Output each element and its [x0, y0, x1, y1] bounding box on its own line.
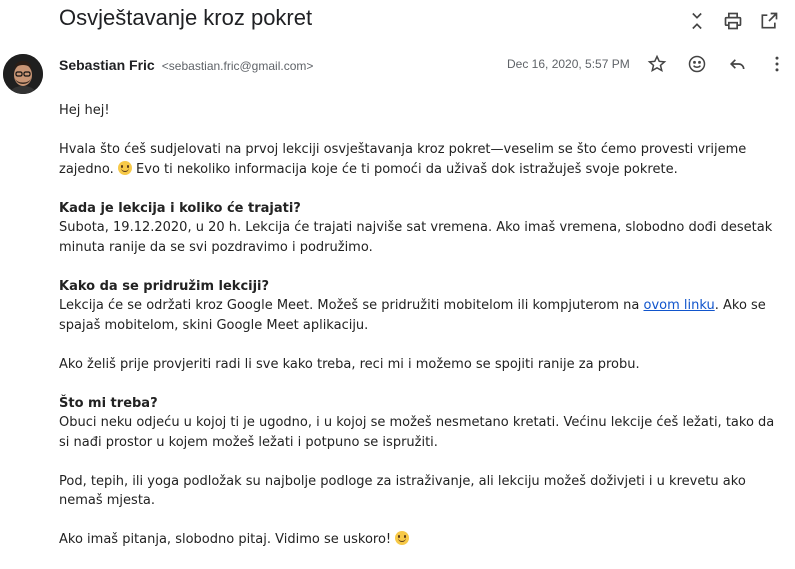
- section-heading: Kada je lekcija i koliko će trajati?: [59, 200, 301, 216]
- intro-text-1: Hvala što ćeš sudjelovati na prvoj lekciji osvještavanja kroz pokret—veselim se što ćemo provesti vrijeme zajedno.: [59, 142, 747, 177]
- avatar[interactable]: [3, 54, 43, 94]
- section-when: [59, 199, 787, 258]
- smiley-emoji-icon: [395, 531, 409, 545]
- email-date: Dec 16, 2020, 5:57 PM: [507, 57, 630, 71]
- closing-text: Ako imaš pitanja, slobodno pitaj. Vidimo se uskoro!: [59, 532, 392, 547]
- test-paragraph: Ako želiš prije provjeriti radi li sve kako treba, reci mi i možemo se spojiti ranije za probu.: [59, 356, 640, 372]
- reply-button[interactable]: [717, 52, 757, 76]
- collapse-all-icon: [687, 11, 707, 31]
- sender-name[interactable]: Sebastian Fric: [59, 57, 155, 73]
- add-reaction-button[interactable]: [677, 52, 717, 76]
- greeting: Hej hej!: [59, 103, 110, 118]
- intro-text-2: Evo ti nekoliko informacija koje će ti pomoći da uživaš dok istražuješ svoje pokrete.: [136, 161, 678, 177]
- emoji-react-icon: [687, 54, 707, 74]
- section-heading: Što mi treba?: [59, 395, 158, 411]
- sender-line: [59, 55, 313, 74]
- collapse-all-button[interactable]: [679, 9, 715, 33]
- avatar-image: [3, 54, 43, 94]
- star-icon: [647, 54, 667, 74]
- section-text: Obuci neku odjeću u kojoj ti je ugodno, i u kojoj se možeš nesmetano kretati. Većinu lekcije ćeš ležati, tako da si nađi prostor u kojem možeš ležati i potpuno se ispružiti.: [59, 415, 775, 450]
- sender-email: <sebastian.fric@gmail.com>: [161, 59, 314, 73]
- closing-paragraph: [59, 530, 787, 550]
- section-text: Lekcija će se održati kroz Google Meet. Možeš se pridružiti mobitelom ili kompjuterom na: [59, 298, 640, 313]
- intro-paragraph: [59, 140, 787, 179]
- section-text: Subota, 19.12.2020, u 20 h. Lekcija će trajati najviše sat vremena. Ako imaš vremena, slobodno dođi desetak minuta ranije da se svi pozdravimo i podružimo.: [59, 220, 773, 255]
- surface-paragraph: Pod, tepih, ili yoga podložak su najbolje podloge za istraživanje, ali lekciju možeš doživjeti i u krevetu ako nemaš mjesta.: [59, 473, 746, 508]
- open-in-new-window-button[interactable]: [751, 9, 787, 33]
- smiley-emoji-icon: [118, 161, 132, 175]
- section-needs: [59, 394, 787, 453]
- meet-link[interactable]: ovom linku: [643, 298, 715, 313]
- star-button[interactable]: [637, 52, 677, 76]
- section-join: [59, 277, 787, 336]
- email-body: [59, 101, 787, 569]
- more-vertical-icon: [767, 54, 787, 74]
- section-text: . Ako se spajaš mobitelom, skini Google Meet aplikaciju.: [59, 298, 766, 333]
- reply-icon: [727, 54, 747, 74]
- print-all-button[interactable]: [715, 9, 751, 33]
- message-actions: [637, 52, 795, 76]
- section-heading: Kako da se pridružim lekciji?: [59, 278, 270, 294]
- print-icon: [723, 11, 743, 31]
- open-in-new-window-icon: [759, 11, 779, 31]
- email-subject: Osvještavanje kroz pokret: [59, 5, 313, 30]
- thread-actions: [679, 9, 787, 33]
- more-options-button[interactable]: [757, 52, 795, 76]
